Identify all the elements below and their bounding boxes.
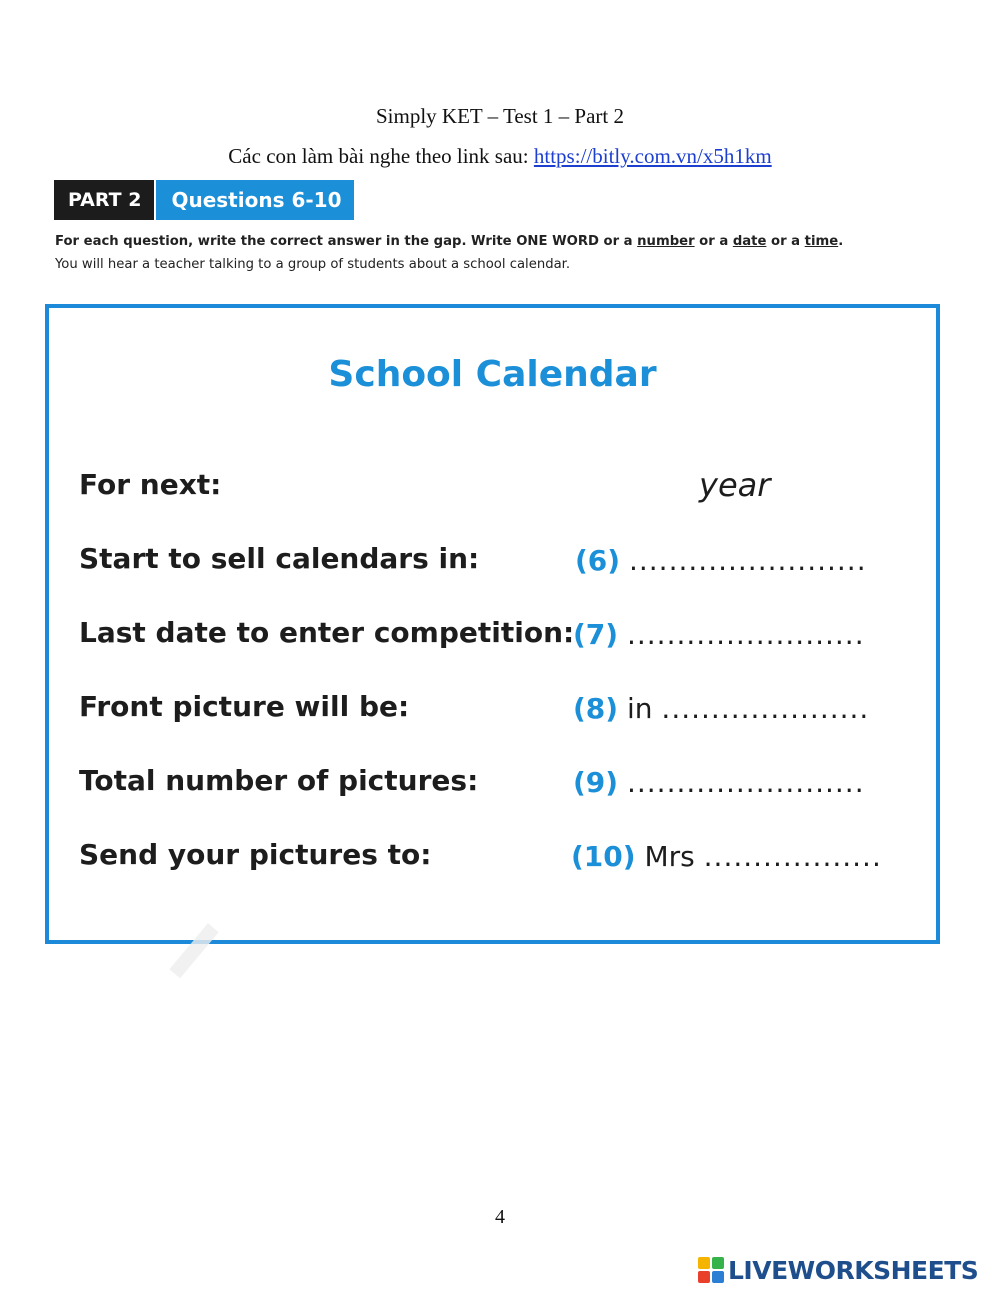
link-line	[0, 144, 1000, 169]
answer-dots: ........................	[626, 766, 865, 799]
answer-gap-7[interactable]	[573, 618, 865, 651]
part-badge: PART 2	[54, 180, 154, 220]
answer-dots: ..................	[703, 840, 882, 873]
part-header	[54, 180, 354, 220]
question-label: Send your pictures to:	[79, 838, 432, 871]
answer-gap-9[interactable]	[573, 766, 865, 799]
answer-gap-10[interactable]: (10) Mrs ..................	[571, 840, 882, 873]
question-number: (9)	[573, 766, 619, 799]
question-label: Last date to enter competition:	[79, 616, 575, 649]
for-next-label: For next:	[79, 468, 222, 501]
question-number: (7)	[573, 618, 619, 651]
for-next-value: year	[699, 466, 771, 504]
question-label: Total number of pictures:	[79, 764, 479, 797]
question-number: (10)	[571, 840, 636, 873]
keyword-time: time	[804, 234, 839, 249]
liveworksheets-logo-icon	[698, 1257, 724, 1283]
answer-dots: .....................	[661, 692, 870, 725]
question-label: Start to sell calendars in:	[79, 542, 480, 575]
school-calendar-box	[45, 304, 940, 944]
keyword-date: date	[732, 234, 767, 249]
liveworksheets-logo-text: LIVEWORKSHEETS	[728, 1255, 979, 1285]
questions-badge: Questions 6-10	[156, 180, 353, 220]
keyword-number: number	[637, 234, 695, 249]
answer-gap-8[interactable]: (8) in .....................	[573, 692, 870, 725]
instruction-line-2: You will hear a teacher talking to a group of students about a school calendar.	[55, 257, 571, 272]
question-label: Front picture will be:	[79, 690, 410, 723]
page-number: 4	[495, 1206, 505, 1228]
liveworksheets-logo[interactable]	[698, 1255, 978, 1285]
audio-link[interactable]: https://bitly.com.vn/x5h1km	[533, 144, 772, 168]
question-number: (8)	[573, 692, 619, 725]
answer-dots: ........................	[628, 544, 867, 577]
instructions	[55, 230, 955, 276]
answer-gap-6[interactable]	[575, 544, 867, 577]
calendar-title: School Calendar	[328, 354, 657, 395]
link-prefix: Các con làm bài nghe theo link sau:	[228, 144, 534, 168]
document-title: Simply KET – Test 1 – Part 2	[375, 104, 624, 128]
question-number: (6)	[575, 544, 621, 577]
answer-dots: ........................	[626, 618, 865, 651]
instruction-line-1: For each question, write the correct answer in the gap. Write ONE WORD or a number or a date or a time.	[55, 234, 844, 249]
